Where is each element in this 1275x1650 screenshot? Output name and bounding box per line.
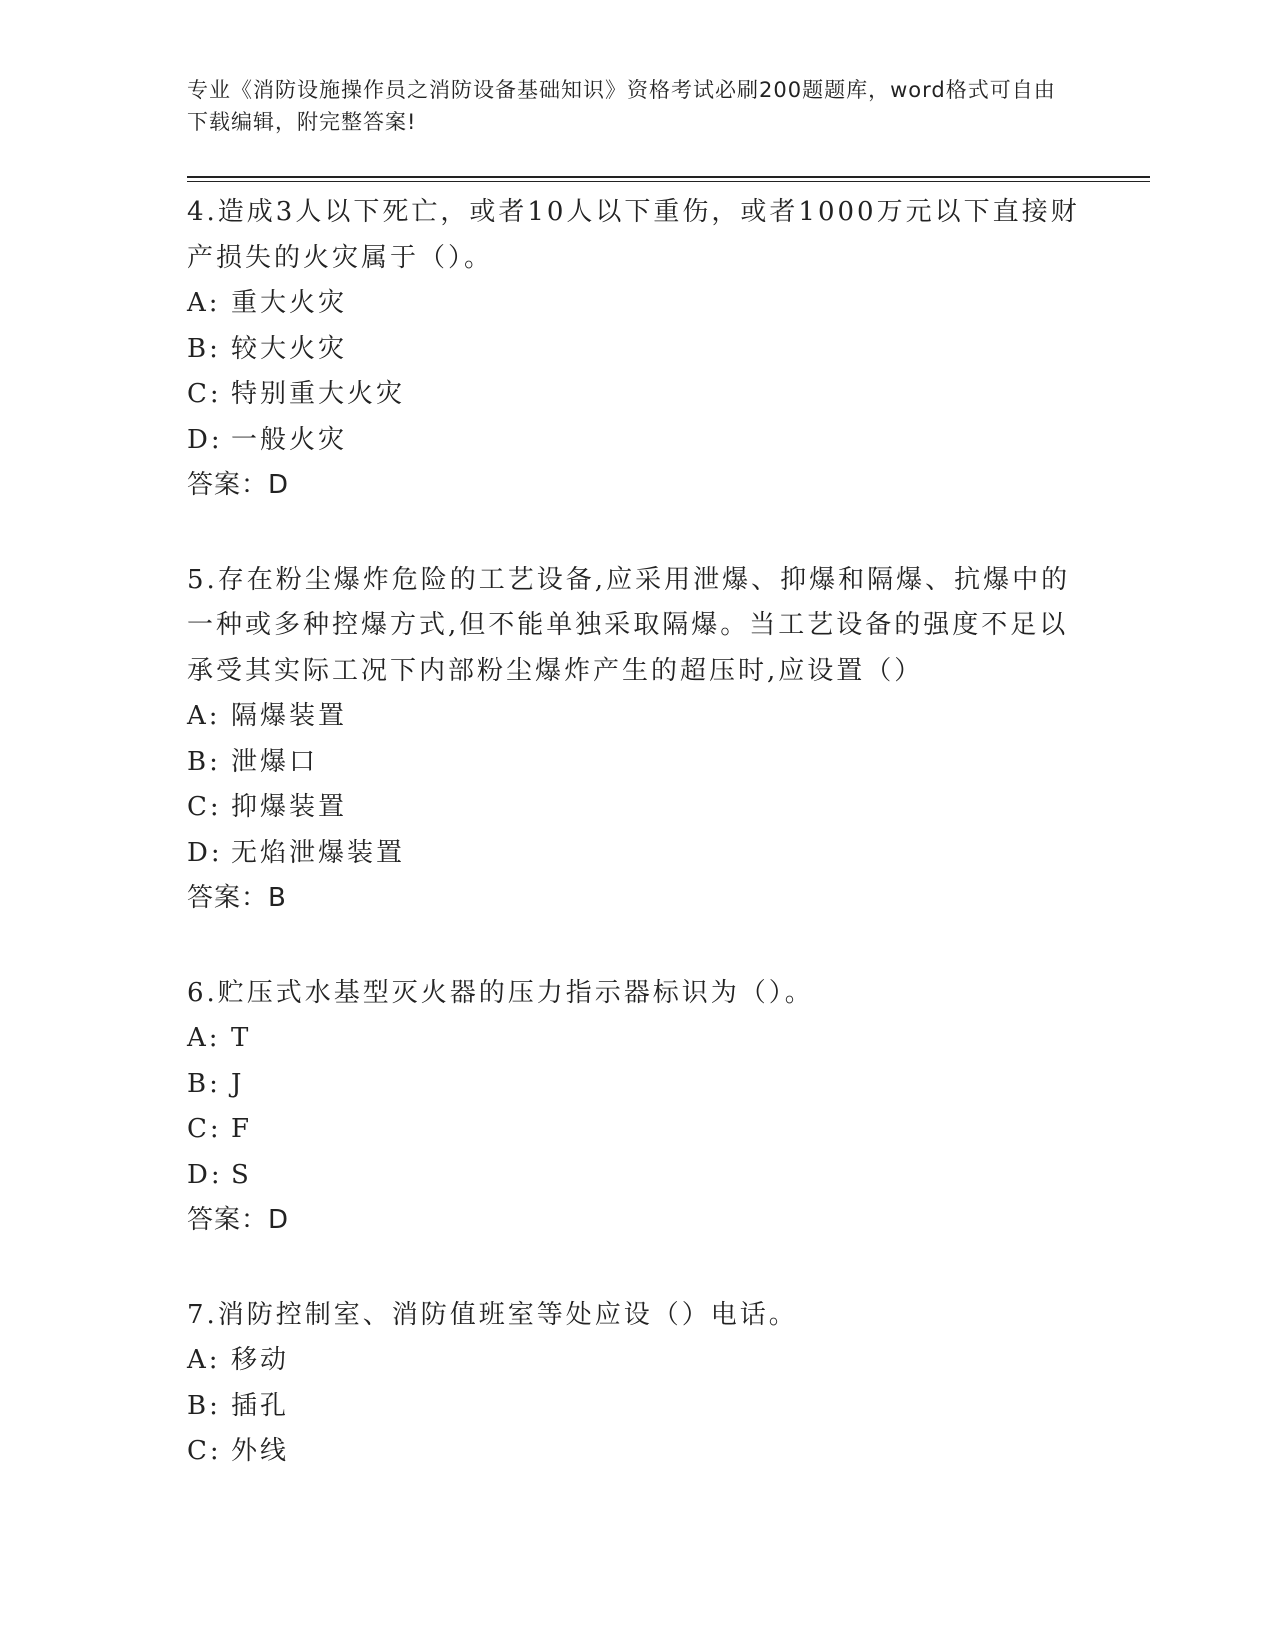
- option-c: [187, 785, 1087, 831]
- header-text: 专业《消防设施操作员之消防设备基础知识》资格考试必刷200题题库，word格式可自由下载编辑，附完整答案!: [187, 78, 1056, 134]
- option-text: 特别重大火灾: [231, 379, 406, 409]
- option-text: 一般火灾: [231, 424, 348, 455]
- option-text: J: [231, 1068, 245, 1099]
- answer-line: 答案：D: [187, 470, 290, 500]
- question-4: [187, 190, 1087, 509]
- option-text: 无焰泄爆装置: [231, 837, 406, 868]
- option-letter: C:: [187, 379, 222, 409]
- option-b: [187, 1384, 1087, 1430]
- option-a: [187, 694, 1087, 740]
- option-d: [187, 418, 1087, 464]
- option-c: [187, 372, 1087, 418]
- answer-line: 答案：D: [187, 1205, 290, 1235]
- option-text: 移动: [231, 1345, 290, 1375]
- header-rule-thick: [187, 176, 1150, 178]
- option-a: [187, 1016, 1087, 1062]
- option-letter: A:: [187, 1345, 221, 1375]
- question-text: 6.贮压式水基型灭火器的压力指示器标识为（）。: [187, 977, 814, 1008]
- option-b: [187, 327, 1087, 373]
- option-text: 外线: [231, 1436, 290, 1466]
- option-letter: A:: [187, 288, 221, 318]
- question-5: [187, 558, 1087, 922]
- question-7: [187, 1293, 1087, 1475]
- question-text: 4.造成3人以下死亡，或者10人以下重伤，或者1000万元以下直接财产损失的火灾属于（）。: [187, 197, 1080, 273]
- option-text: T: [231, 1023, 252, 1053]
- option-c: [187, 1107, 1087, 1153]
- option-c: [187, 1429, 1087, 1475]
- option-b: [187, 740, 1087, 786]
- option-letter: B:: [187, 1390, 221, 1421]
- header-rule-thin: [187, 181, 1150, 182]
- option-text: 抑爆装置: [231, 792, 348, 822]
- option-text: F: [231, 1114, 253, 1144]
- option-d: [187, 1153, 1087, 1199]
- option-a: [187, 281, 1087, 327]
- option-text: 插孔: [231, 1390, 290, 1421]
- option-letter: A:: [187, 1023, 221, 1053]
- question-text: 5.存在粉尘爆炸危险的工艺设备,应采用泄爆、抑爆和隔爆、抗爆中的一种或多种控爆方式,但不能单独采取隔爆。当工艺设备的强度不足以承受其实际工况下内部粉尘爆炸产生的超压时,应设置（）: [187, 564, 1071, 686]
- option-letter: C:: [187, 1436, 222, 1466]
- option-letter: D:: [187, 837, 223, 868]
- option-letter: C:: [187, 792, 222, 822]
- option-b: [187, 1062, 1087, 1108]
- option-letter: D:: [187, 1159, 223, 1190]
- option-text: 较大火灾: [231, 333, 348, 364]
- option-text: 重大火灾: [231, 288, 348, 318]
- question-text: 7.消防控制室、消防值班室等处应设（）电话。: [187, 1299, 798, 1330]
- option-letter: C:: [187, 1114, 222, 1144]
- option-d: [187, 831, 1087, 877]
- option-letter: B:: [187, 1068, 221, 1099]
- option-a: [187, 1338, 1087, 1384]
- option-letter: A:: [187, 701, 221, 731]
- option-text: 泄爆口: [231, 746, 319, 777]
- document-header: [187, 74, 1067, 138]
- option-text: S: [231, 1159, 252, 1190]
- option-letter: D:: [187, 424, 223, 455]
- answer-line: 答案：B: [187, 883, 287, 913]
- question-6: [187, 971, 1087, 1244]
- option-letter: B:: [187, 333, 221, 364]
- option-text: 隔爆装置: [231, 701, 348, 731]
- option-letter: B:: [187, 746, 221, 777]
- question-list: [187, 190, 1087, 1524]
